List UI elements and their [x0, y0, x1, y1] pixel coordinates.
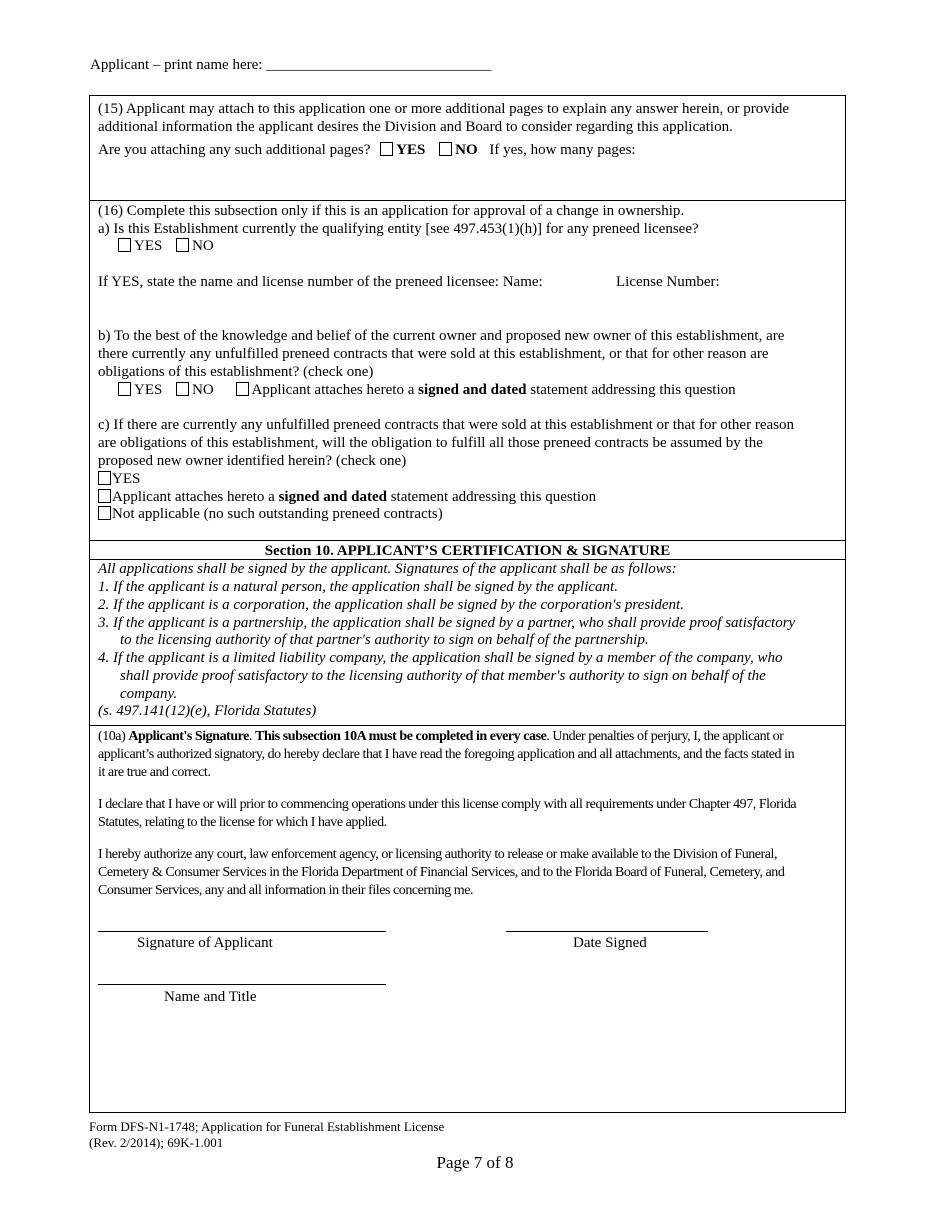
section-10-item-2: 2. If the applicant is a corporation, the application shall be signed by the corporation's president.	[98, 597, 684, 613]
sig10a-p3-line3: Consumer Services, any and all information in their files concerning me.	[98, 883, 474, 898]
sig10a-p2-line1: I declare that I have or will prior to commencing operations under this license comply with all requirements under Chapter 497, Florida	[98, 797, 797, 812]
section-10-item-3a: 3. If the applicant is a partnership, the application shall be signed by a partner, who shall provide proof satisfactory	[98, 615, 796, 631]
section-10-item-4c: company.	[120, 686, 178, 702]
sig10a-rest1: . Under penalties of perjury, I, the applicant or	[546, 729, 784, 744]
section-10-statute: (s. 497.141(12)(e), Florida Statutes)	[98, 703, 317, 719]
q16-intro: (16) Complete this subsection only if this is an application for approval of a change in ownership.	[98, 203, 685, 219]
q15-how-many-label: If yes, how many pages:	[489, 142, 636, 158]
signature-10a-box	[89, 725, 846, 1113]
q16b-line2: there currently any unfulfilled preneed contracts that were sold at this establishment, or that for other reason are	[98, 346, 769, 362]
q15-yes-label: YES	[396, 142, 426, 158]
q16c-attach-pre: Applicant attaches hereto a	[112, 489, 279, 505]
q15-no-checkbox[interactable]	[439, 142, 452, 156]
question-15-box	[89, 95, 846, 201]
sig10a-p3-line2: Cemetery & Consumer Services in the Florida Department of Financial Services, and to the Florida Board of Funeral, Cemetery, and	[98, 865, 785, 880]
q16a-no-checkbox[interactable]	[176, 238, 189, 252]
q16c-na-checkbox[interactable]	[98, 506, 111, 520]
sig10a-dot: .	[248, 729, 256, 744]
date-signed-label: Date Signed	[573, 935, 647, 951]
q16c-line2: are obligations of this establishment, will the obligation to fulfill all those preneed contracts be assumed by the	[98, 435, 763, 451]
q16c-yes-checkbox[interactable]	[98, 471, 111, 485]
q15-text-line2: additional information the applicant desires the Division and Board to consider regarding this application.	[98, 119, 733, 135]
q16c-attach-bold: signed and dated	[278, 489, 387, 505]
q16a-license-number: License Number:	[616, 274, 720, 290]
footer-form-line1: Form DFS-N1-1748; Application for Funeral Establishment License	[89, 1119, 445, 1134]
section-10-title: Section 10. APPLICANT’S CERTIFICATION & SIGNATURE	[264, 543, 671, 559]
section-10-intro: All applications shall be signed by the applicant. Signatures of the applicant shall be as follows:	[98, 561, 677, 577]
q16c-option-na	[98, 505, 443, 523]
name-and-title-label: Name and Title	[164, 989, 257, 1005]
q16b-attach-pre: Applicant attaches hereto a	[251, 382, 419, 398]
q16c-na-label: Not applicable (no such outstanding preneed contracts)	[112, 506, 443, 522]
sig10a-line1	[98, 728, 783, 746]
q16a-no-label: NO	[192, 238, 214, 254]
sig10a-must: This subsection 10A must be completed in every case	[255, 729, 547, 744]
section-10-box	[89, 540, 846, 726]
q16b-attach-checkbox[interactable]	[236, 382, 249, 396]
question-16-box	[89, 200, 846, 541]
q16c-option-yes	[98, 470, 140, 488]
date-signed-line[interactable]	[506, 931, 708, 932]
q15-no-label: NO	[455, 142, 478, 158]
q16a-yes-label: YES	[134, 238, 163, 254]
section-10-item-1: 1. If the applicant is a natural person, the application shall be signed by the applicant.	[98, 579, 618, 595]
q16c-attach-post: statement addressing this question	[386, 489, 597, 505]
sig10a-line2: applicant’s authorized signatory, do hereby declare that I have read the foregoing application and all attachments, and the facts stated in	[98, 747, 795, 762]
signature-line[interactable]	[98, 931, 386, 932]
q16b-line1: b) To the best of the knowledge and belief of the current owner and proposed new owner of this establishment, are	[98, 328, 785, 344]
sig10a-p2-line2: Statutes, relating to the license for which I have applied.	[98, 815, 387, 830]
print-name-label: Applicant – print name here: ______________________________	[90, 57, 492, 73]
q16b-no-checkbox[interactable]	[176, 382, 189, 396]
name-and-title-line[interactable]	[98, 984, 386, 985]
q16c-attach-checkbox[interactable]	[98, 489, 111, 503]
q16a-yes-checkbox[interactable]	[118, 238, 131, 252]
q15-text-line1: (15) Applicant may attach to this application one or more additional pages to explain any answer herein, or provide	[98, 101, 790, 117]
signature-of-applicant-label: Signature of Applicant	[137, 935, 273, 951]
q16b-yes-checkbox[interactable]	[118, 382, 131, 396]
q16b-options	[118, 381, 736, 399]
q16c-line3: proposed new owner identified herein? (check one)	[98, 453, 407, 469]
q16a-options	[118, 237, 214, 255]
q16b-attach-post: statement addressing this question	[526, 382, 736, 398]
q16b-line3: obligations of this establishment? (check one)	[98, 364, 374, 380]
q15-question-row	[98, 141, 636, 159]
q16c-line1: c) If there are currently any unfulfilled preneed contracts that were sold at this establishment or that for other reason	[98, 417, 794, 433]
q16a-question: a) Is this Establishment currently the qualifying entity [see 497.453(1)(h)] for any preneed licensee?	[98, 221, 699, 237]
q16b-no-label: NO	[192, 382, 214, 398]
q16c-option-attach	[98, 488, 596, 506]
q16a-if-yes-name: If YES, state the name and license number of the preneed licensee: Name:	[98, 274, 543, 290]
sig10a-heading: Applicant's Signature	[128, 729, 249, 744]
sig10a-line3: it are true and correct.	[98, 765, 211, 780]
section-10-item-4a: 4. If the applicant is a limited liability company, the application shall be signed by a member of the company, who	[98, 650, 783, 666]
sig10a-prefix: (10a)	[98, 729, 129, 744]
q16b-yes-label: YES	[134, 382, 163, 398]
q15-question: Are you attaching any such additional pages?	[98, 142, 371, 158]
q16c-yes-label: YES	[112, 471, 141, 487]
page-number: Page 7 of 8	[436, 1153, 514, 1172]
footer-form-line2: (Rev. 2/2014); 69K-1.001	[89, 1135, 224, 1150]
q16b-attach-bold: signed and dated	[418, 382, 527, 398]
q15-yes-checkbox[interactable]	[380, 142, 393, 156]
section-10-item-3b: to the licensing authority of that partner's authority to sign on behalf of the partnership.	[120, 632, 649, 648]
sig10a-p3-line1: I hereby authorize any court, law enforcement agency, or licensing authority to release or make available to the Division of Funeral,	[98, 847, 778, 862]
section-10-item-4b: shall provide proof satisfactory to the licensing authority of that member's authority to sign on behalf of the	[120, 668, 766, 684]
